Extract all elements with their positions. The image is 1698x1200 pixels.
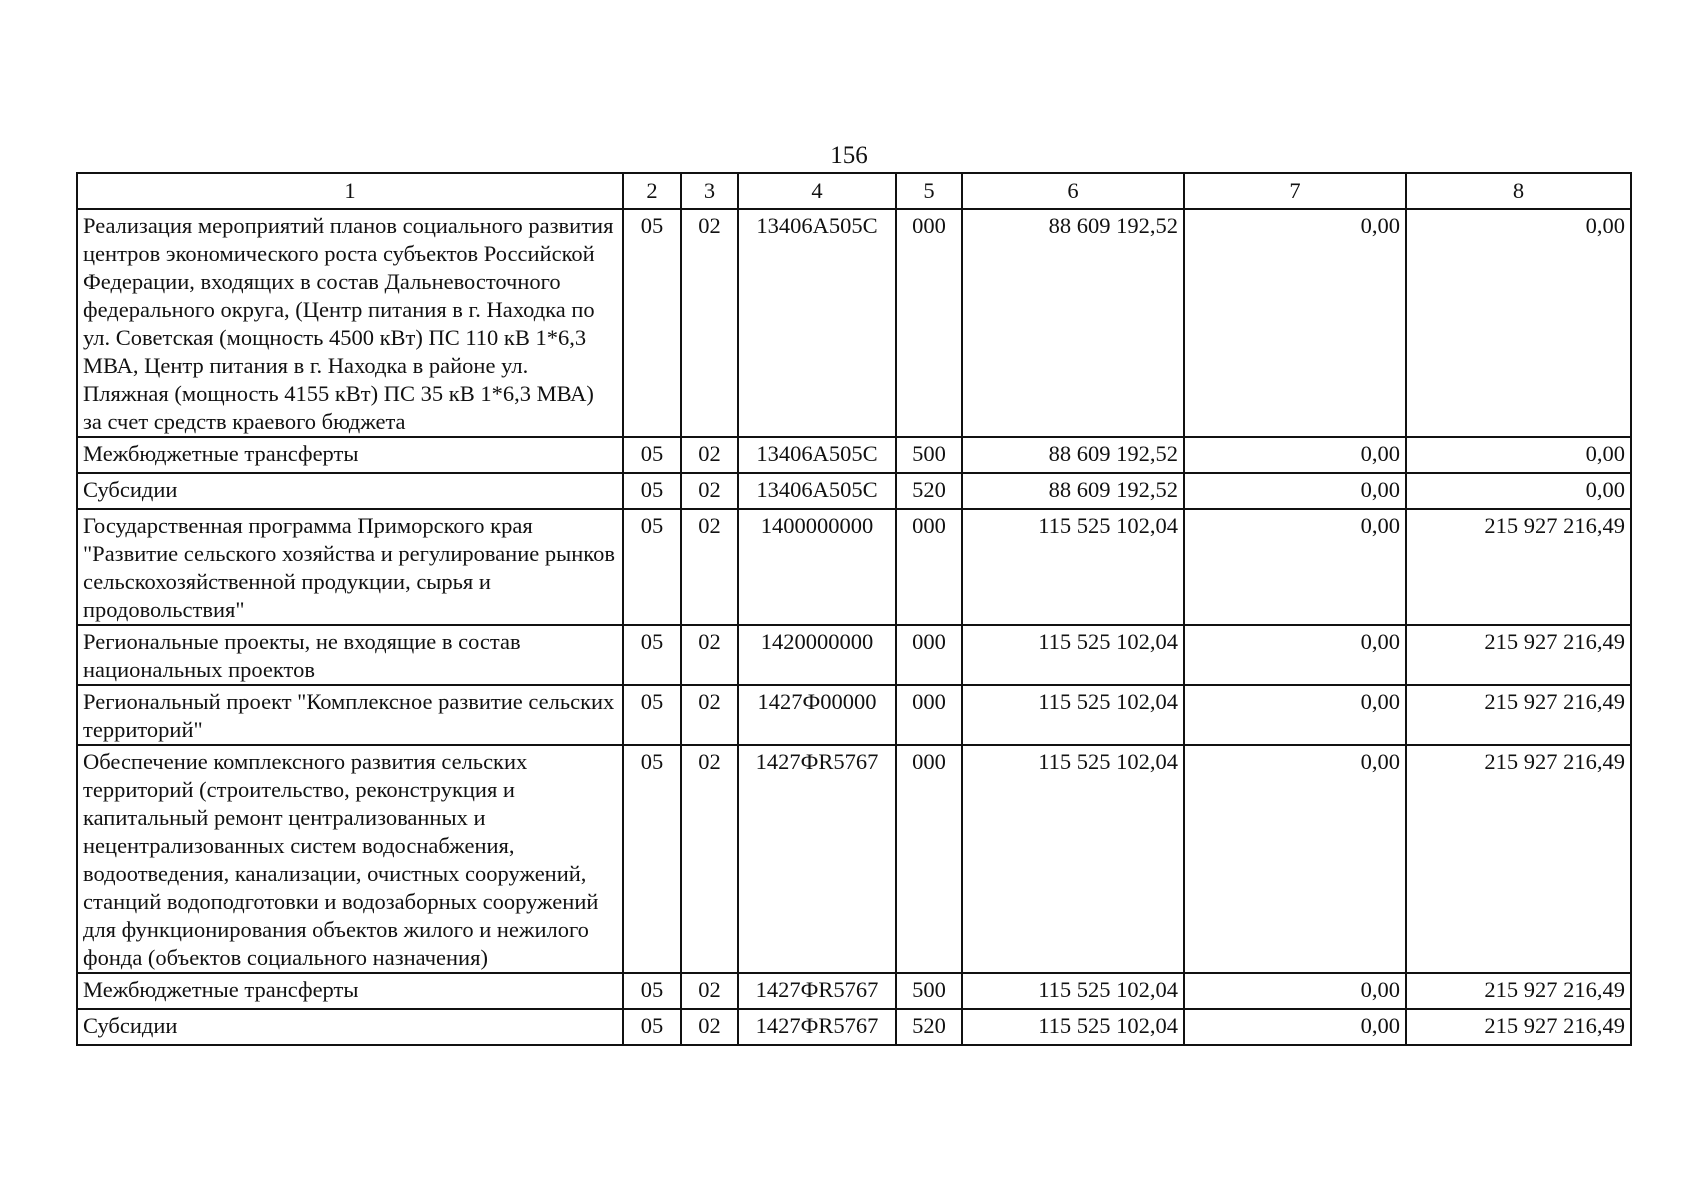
header-col-7: 7 bbox=[1184, 173, 1406, 209]
row-amount-col6: 88 609 192,52 bbox=[962, 209, 1184, 437]
row-target-code: 1427ФR5767 bbox=[738, 1009, 896, 1045]
row-expense-type: 500 bbox=[896, 973, 962, 1009]
row-target-code: 1427ФR5767 bbox=[738, 973, 896, 1009]
row-amount-col7: 0,00 bbox=[1184, 745, 1406, 973]
row-section: 05 bbox=[623, 625, 681, 685]
row-section: 05 bbox=[623, 473, 681, 509]
row-subsection: 02 bbox=[681, 437, 738, 473]
row-section: 05 bbox=[623, 973, 681, 1009]
header-col-6: 6 bbox=[962, 173, 1184, 209]
row-amount-col6: 115 525 102,04 bbox=[962, 509, 1184, 625]
table-row bbox=[77, 973, 1631, 1009]
header-col-4: 4 bbox=[738, 173, 896, 209]
table-row bbox=[77, 745, 1631, 973]
row-target-code: 13406А505С bbox=[738, 437, 896, 473]
row-amount-col7: 0,00 bbox=[1184, 473, 1406, 509]
row-name: Субсидии bbox=[77, 1009, 623, 1045]
row-subsection: 02 bbox=[681, 473, 738, 509]
row-amount-col8: 0,00 bbox=[1406, 209, 1631, 437]
row-name: Субсидии bbox=[77, 473, 623, 509]
row-subsection: 02 bbox=[681, 685, 738, 745]
row-amount-col6: 115 525 102,04 bbox=[962, 973, 1184, 1009]
table-row bbox=[77, 437, 1631, 473]
page-number: 156 bbox=[830, 142, 868, 169]
header-col-5: 5 bbox=[896, 173, 962, 209]
row-amount-col6: 115 525 102,04 bbox=[962, 1009, 1184, 1045]
header-col-1: 1 bbox=[77, 173, 623, 209]
row-expense-type: 000 bbox=[896, 685, 962, 745]
row-section: 05 bbox=[623, 209, 681, 437]
row-amount-col6: 88 609 192,52 bbox=[962, 473, 1184, 509]
row-subsection: 02 bbox=[681, 745, 738, 973]
row-expense-type: 520 bbox=[896, 1009, 962, 1045]
table-row bbox=[77, 625, 1631, 685]
row-amount-col7: 0,00 bbox=[1184, 685, 1406, 745]
header-col-2: 2 bbox=[623, 173, 681, 209]
row-amount-col6: 115 525 102,04 bbox=[962, 745, 1184, 973]
row-subsection: 02 bbox=[681, 1009, 738, 1045]
row-section: 05 bbox=[623, 509, 681, 625]
row-expense-type: 000 bbox=[896, 745, 962, 973]
row-target-code: 1427ФR5767 bbox=[738, 745, 896, 973]
row-amount-col8: 0,00 bbox=[1406, 473, 1631, 509]
header-col-8: 8 bbox=[1406, 173, 1631, 209]
row-section: 05 bbox=[623, 745, 681, 973]
row-amount-col8: 215 927 216,49 bbox=[1406, 685, 1631, 745]
table-row bbox=[77, 509, 1631, 625]
row-expense-type: 000 bbox=[896, 209, 962, 437]
row-name: Межбюджетные трансферты bbox=[77, 437, 623, 473]
row-subsection: 02 bbox=[681, 973, 738, 1009]
table-row bbox=[77, 473, 1631, 509]
row-expense-type: 520 bbox=[896, 473, 962, 509]
row-expense-type: 000 bbox=[896, 625, 962, 685]
row-amount-col6: 115 525 102,04 bbox=[962, 625, 1184, 685]
budget-table bbox=[76, 172, 1632, 1046]
row-expense-type: 000 bbox=[896, 509, 962, 625]
row-subsection: 02 bbox=[681, 625, 738, 685]
row-target-code: 1427Ф00000 bbox=[738, 685, 896, 745]
header-row bbox=[77, 173, 1631, 209]
table-row bbox=[77, 1009, 1631, 1045]
table-row bbox=[77, 685, 1631, 745]
row-amount-col8: 215 927 216,49 bbox=[1406, 625, 1631, 685]
row-amount-col6: 88 609 192,52 bbox=[962, 437, 1184, 473]
row-amount-col8: 215 927 216,49 bbox=[1406, 973, 1631, 1009]
row-amount-col7: 0,00 bbox=[1184, 209, 1406, 437]
row-section: 05 bbox=[623, 437, 681, 473]
row-name: Обеспечение комплексного развития сельских территорий (строительство, реконструкция и капитальный ремонт централизованных и нецентрализованных систем водоснабжения, водоотведения, канализации, очистных сооружений, станций водоподготовки и водозаборных сооружений для функционирования объектов жилого и нежилого фонда (объектов социального назначения) bbox=[77, 745, 623, 973]
row-target-code: 13406А505С bbox=[738, 473, 896, 509]
row-amount-col7: 0,00 bbox=[1184, 1009, 1406, 1045]
row-name: Реализация мероприятий планов социального развития центров экономического роста субъектов Российской Федерации, входящих в состав Дальневосточного федерального округа, (Центр питания в г. Находка по ул. Советская (мощность 4500 кВт) ПС 110 кВ 1*6,3 МВА, Центр питания в г. Находка в районе ул. Пляжная (мощность 4155 кВт) ПС 35 кВ 1*6,3 МВА) за счет средств краевого бюджета bbox=[77, 209, 623, 437]
row-name: Межбюджетные трансферты bbox=[77, 973, 623, 1009]
row-name: Государственная программа Приморского края "Развитие сельского хозяйства и регулирование рынков сельскохозяйственной продукции, сырья и продовольствия" bbox=[77, 509, 623, 625]
row-amount-col8: 215 927 216,49 bbox=[1406, 509, 1631, 625]
row-name: Региональный проект "Комплексное развитие сельских территорий" bbox=[77, 685, 623, 745]
row-section: 05 bbox=[623, 1009, 681, 1045]
row-subsection: 02 bbox=[681, 209, 738, 437]
row-amount-col7: 0,00 bbox=[1184, 973, 1406, 1009]
row-amount-col6: 115 525 102,04 bbox=[962, 685, 1184, 745]
row-target-code: 1400000000 bbox=[738, 509, 896, 625]
row-amount-col7: 0,00 bbox=[1184, 509, 1406, 625]
header-col-3: 3 bbox=[681, 173, 738, 209]
row-section: 05 bbox=[623, 685, 681, 745]
row-amount-col7: 0,00 bbox=[1184, 437, 1406, 473]
row-amount-col8: 0,00 bbox=[1406, 437, 1631, 473]
row-amount-col7: 0,00 bbox=[1184, 625, 1406, 685]
row-target-code: 1420000000 bbox=[738, 625, 896, 685]
row-target-code: 13406А505С bbox=[738, 209, 896, 437]
table-row bbox=[77, 209, 1631, 437]
row-name: Региональные проекты, не входящие в состав национальных проектов bbox=[77, 625, 623, 685]
row-amount-col8: 215 927 216,49 bbox=[1406, 1009, 1631, 1045]
row-amount-col8: 215 927 216,49 bbox=[1406, 745, 1631, 973]
row-subsection: 02 bbox=[681, 509, 738, 625]
row-expense-type: 500 bbox=[896, 437, 962, 473]
